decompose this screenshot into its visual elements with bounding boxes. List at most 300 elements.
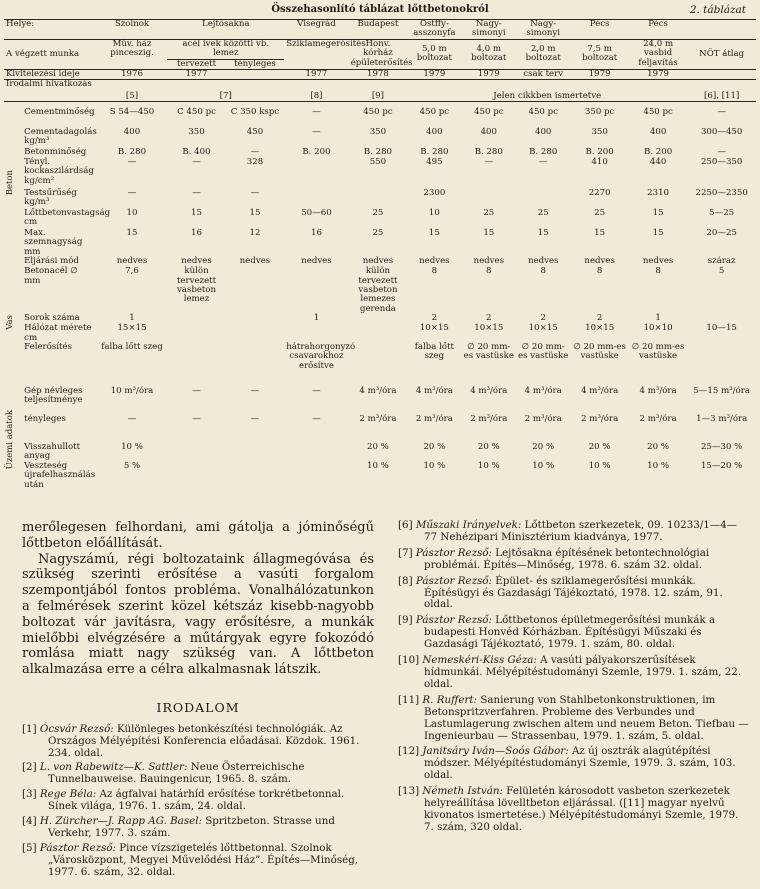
work-ostffy: 5,0 m boltozat <box>416 44 452 64</box>
reference-number: [2] <box>22 761 37 774</box>
table-cell: 2 m³/óra <box>359 414 397 424</box>
year-cell <box>226 70 284 80</box>
table-cell: nedves <box>181 256 212 267</box>
table-cell: 4 m³/óra <box>639 386 677 396</box>
table-cell: 15×15 <box>117 323 147 334</box>
table-cell: 550 <box>369 156 387 167</box>
table-row <box>4 189 756 209</box>
reference-title: Pince vízszigetelés lőttbetonnal. Szolnok „Városközpont, Megyei Művelődési Ház”. Építés—Minőség, 1977. 6. szám, 32. oldal. <box>48 841 359 878</box>
table-cell: — <box>192 156 201 167</box>
table-row <box>4 462 756 492</box>
year-cell: 1976 <box>121 69 143 80</box>
year-cell: 1979 <box>588 69 611 80</box>
table-cell <box>167 314 225 324</box>
table-cell: 8 <box>596 266 603 277</box>
table-cell: 10—15 <box>706 323 737 334</box>
group-label: Üzemi adatok <box>5 409 15 470</box>
year-cell: 1979 <box>477 69 500 80</box>
reference-title: Neue Österreichische Tunnelbauweise. Bauingenicur, 1965. 8. szám. <box>48 761 305 786</box>
table-cell: 15 <box>483 227 495 238</box>
table-cell: 4 m³/óra <box>415 386 453 396</box>
table-cell: 2 m³/óra <box>581 414 619 424</box>
table-cell <box>167 324 225 343</box>
table-cell: C 350 kspc <box>230 106 280 117</box>
reference-title: Lőttbeton szerkezetek, 09. 10233/1—4—77 Nehézipari Minisztérium kiadványa, 1977. <box>424 519 737 543</box>
lejto-sub-tervezett: tervezett <box>176 58 217 69</box>
table-cell: 5 % <box>123 460 141 471</box>
table-cell: 20 % <box>477 442 500 452</box>
table-cell: 10 <box>428 207 440 218</box>
table-cell: — <box>127 414 137 424</box>
table-cell <box>226 267 284 314</box>
table-cell: 10 % <box>532 460 555 471</box>
reference-entry <box>398 695 750 743</box>
reference-number: [8] <box>398 574 413 587</box>
reference-title: Az ágfalvai határhíd erősítése torkrétbetonnal. Sínek világa, 1976. 1. szám, 24. oldal. <box>48 788 345 813</box>
table-row <box>4 108 756 128</box>
row-label: Tényl. kockaszilárdság kg/cm² <box>24 156 94 186</box>
year-cell: 1979 <box>423 69 446 80</box>
table-title: Összehasonlító táblázat lőttbetonokról <box>271 4 489 15</box>
table-cell: 410 <box>591 156 608 167</box>
label-irod: Irodalmi hivatkozás <box>6 79 92 90</box>
table-cell <box>349 314 407 324</box>
table-cell: 15 <box>594 227 606 238</box>
reference-title: A vasúti pályakorszerűsítések hídmunkái. Mélyépítéstudományi Szemle, 1979. 1. szám, 22. oldal. <box>424 654 742 690</box>
work-lejtosakna: acél ivek közötti vb. lemez <box>167 39 284 59</box>
table-cell: 2 <box>431 313 438 324</box>
table-cell: 10 % <box>588 460 611 471</box>
table-cell: 350 pc <box>584 106 615 117</box>
table-cell: nedves <box>527 256 559 267</box>
table-cell: — <box>312 414 321 424</box>
table-cell: nedves <box>584 256 615 267</box>
table-cell: 2 m³/óra <box>415 414 453 424</box>
col-pecs1: Pécs <box>589 19 610 29</box>
table-cell <box>167 462 225 492</box>
group-label-cell <box>4 387 22 492</box>
table-cell <box>687 343 756 387</box>
table-cell: 450 <box>246 126 264 137</box>
table-cell: 25 <box>372 227 384 238</box>
table-cell: 25 <box>372 207 384 218</box>
table-cell: B. 280 <box>117 146 147 157</box>
table-cell: 1—3 m³/óra <box>696 414 748 424</box>
table-cell: B. 200 <box>302 146 331 157</box>
table-cell: 2 m³/óra <box>470 414 508 424</box>
references-right <box>398 520 750 834</box>
table-cell: 20 % <box>647 442 670 452</box>
table-row <box>4 343 756 387</box>
table-cell: 50—60 <box>301 207 332 218</box>
group-label: Beton <box>5 169 15 196</box>
table-cell: 4 m³/óra <box>359 386 397 396</box>
table-row <box>4 128 756 148</box>
reference-entry <box>22 816 374 840</box>
reference-number: [1] <box>22 722 37 735</box>
reference-number: [4] <box>22 815 37 828</box>
table-number: 2. táblázat <box>689 4 746 16</box>
row-label: Hálózat mérete cm <box>24 323 92 343</box>
table-cell <box>284 443 349 462</box>
row-label: Max. szemnagyság mm <box>24 227 83 257</box>
table-cell <box>167 343 225 387</box>
row-label: Testsűrűség kg/m³ <box>24 187 77 208</box>
reference-entry <box>398 655 750 691</box>
reference-number: [11] <box>398 693 420 706</box>
table-cell: nedves <box>239 256 271 267</box>
table-cell: 4 m³/óra <box>581 386 619 396</box>
group-label-cell <box>4 257 22 387</box>
table-cell: 350 <box>188 126 205 137</box>
table-cell: — <box>538 156 548 167</box>
reference-number: [12] <box>398 745 420 758</box>
table-cell: 25 <box>537 207 549 218</box>
table-cell: 10×15 <box>419 323 449 334</box>
table-row <box>4 443 756 462</box>
table-cell: 15 <box>126 227 138 238</box>
table-cell: 10 % <box>423 460 446 471</box>
work-nagysim1: 4,0 m boltozat <box>471 44 507 64</box>
reference-entry <box>398 615 750 651</box>
table-cell: 400 <box>535 126 552 137</box>
table-cell <box>284 189 349 209</box>
reference-author: Műszaki Irányelvek: <box>415 519 522 531</box>
table-cell: 400 <box>480 126 497 137</box>
table-cell: 10 % <box>367 460 389 471</box>
table-cell <box>284 462 349 492</box>
reference-author: L. von Rabewitz—K. Sattler: <box>39 761 188 774</box>
table-cell: ∅ 20 mm-es vastüske <box>518 342 569 362</box>
table-cell <box>516 189 570 209</box>
table-cell <box>226 343 284 387</box>
table-cell: 450 pc <box>363 106 393 117</box>
table-cell: 20 % <box>423 442 446 452</box>
table-cell <box>349 343 407 387</box>
work-budapest: Honv. kórház épületerősítés <box>350 38 413 68</box>
row-label: Cementminőség <box>24 106 95 117</box>
col-ostffy: Ostffy-asszonyfa <box>413 19 456 39</box>
row-label: Eljárási mód <box>24 256 79 267</box>
reference-number: [10] <box>398 654 420 667</box>
table-cell: 4 m³/óra <box>524 386 562 396</box>
right-column <box>398 520 750 838</box>
table-cell: 495 <box>426 156 443 167</box>
reference-number: [7] <box>398 546 413 559</box>
table-cell: 5—15 m³/óra <box>693 386 750 396</box>
table-cell: 400 <box>123 126 141 137</box>
reference-author: Pásztor Rezső: <box>415 574 492 587</box>
row-label: Betonminőség <box>24 146 87 157</box>
reference-number: [5] <box>22 841 37 854</box>
table-cell: 10 % <box>121 442 143 452</box>
irod-jelen: Jelen cikkben ismertetve <box>493 91 602 102</box>
table-cell <box>349 189 407 209</box>
col-pecs2: Pécs <box>648 19 668 29</box>
work-visegrad: Sziklamegerősítés <box>286 38 366 49</box>
table-cell: 8 <box>655 266 661 277</box>
year-cell: 1977 <box>185 69 208 80</box>
table-cell <box>462 189 516 209</box>
reference-author: Pásztor Rezső: <box>39 841 116 854</box>
table-cell: — <box>192 386 201 396</box>
table-cell <box>226 462 284 492</box>
table-cell: nedves <box>116 256 148 267</box>
table-row <box>4 158 756 189</box>
table-cell: falba lőtt szeg <box>414 342 454 362</box>
table-cell <box>284 324 349 343</box>
col-nagysim1: Nagy-simonyi <box>471 19 506 39</box>
table-cell: 25 <box>594 207 606 218</box>
table-cell: B. 200 <box>585 146 614 157</box>
table-cell: 15 <box>652 227 664 238</box>
table-cell: B. 280 <box>363 146 393 157</box>
group-label-cell <box>4 108 22 257</box>
row-label: tényleges <box>24 414 66 424</box>
table-cell: 25 <box>483 207 495 218</box>
table-cell: külön tervezett vasbeton lemez <box>176 266 217 305</box>
year-cell: 1977 <box>305 69 328 80</box>
reference-entry <box>22 724 374 760</box>
table-cell: 300—450 <box>700 126 743 137</box>
lejto-sub-tenyleges: tényleges <box>234 58 276 69</box>
table-cell: 8 <box>431 266 438 277</box>
table-cell: B. 200 <box>644 146 673 157</box>
table-cell: — <box>312 126 321 137</box>
table-cell: 2 m³/óra <box>639 414 677 424</box>
reference-author: Németh István: <box>422 785 503 798</box>
table-cell: nedves <box>301 256 332 267</box>
table-cell: 2300 <box>423 187 446 198</box>
reference-title: Felületén károsodott vasbeton szerkezetek helyreállítása lövelltbeton eljárással. ([11] magyar nyelvű kivonatos ismertetése.) Mélyépítéstudományi Szemle, 1979. 7. szám, 320 oldal. <box>424 785 739 833</box>
table-cell: száraz <box>707 256 736 267</box>
table-cell: hátrahorgonyzó csavarokhoz erősítve <box>286 342 356 371</box>
reference-title: Különleges betonkészítési technológiák. Az Országos Mélyépítési Konferencia előadásai. Közdok. 1961. 234. oldal. <box>48 722 360 759</box>
col-nagysim2: Nagy-simonyi <box>526 19 561 39</box>
table-cell: 350 <box>591 126 608 137</box>
table-cell: 10×15 <box>528 323 558 334</box>
table-cell: 350 <box>369 126 387 137</box>
table-row <box>4 415 756 443</box>
row-label: Cementadagolás kg/m³ <box>24 126 97 147</box>
table-cell: nedves <box>473 256 505 267</box>
table-cell: 10×10 <box>643 323 673 334</box>
table-cell: nedves <box>419 256 450 267</box>
year-cell: 1978 <box>366 69 389 80</box>
table-cell: 2 <box>540 313 546 324</box>
table-cell: 15 <box>652 207 664 218</box>
reference-number: [9] <box>398 614 413 627</box>
table-cell: 2250—2350 <box>695 187 748 198</box>
work-szolnok: Műv. ház pinceszig. <box>110 38 154 59</box>
work-pecs2: 24,0 m vasbid feljavítás <box>638 38 678 68</box>
table-cell: B. 280 <box>420 146 449 157</box>
table-cell: ∅ 20 mm-es vastüske <box>573 342 626 362</box>
col-lejtosakna: Lejtősakna <box>202 19 250 29</box>
table-row <box>4 324 756 343</box>
table-cell: 2 <box>596 313 603 324</box>
table-cell: 1 <box>313 313 320 324</box>
table-cell: nedves <box>362 256 394 267</box>
table-cell: 450 pc <box>643 106 673 117</box>
table-cell: 328 <box>246 156 264 167</box>
reference-author: Pásztor Rezső: <box>415 546 492 559</box>
table-cell: 400 <box>426 126 443 137</box>
irod-visegrad: [8] <box>310 91 323 102</box>
reference-title: Spritzbeton. Strasse und Verkehr, 1977. 3. szám. <box>48 815 335 840</box>
table-cell: — <box>312 106 321 117</box>
table-cell: 10 % <box>477 460 500 471</box>
table-cell: 2 <box>486 313 492 324</box>
row-label: Felerősítés <box>24 342 72 352</box>
table-cell: — <box>717 106 726 117</box>
reference-title: Épület- és sziklamegerősítési munkák. Építésügyi és Gazdasági Tájékoztató, 1978. 12. szám, 91. oldal. <box>424 574 723 611</box>
paragraph-1: merőlegesen felhordani, ami gátolja a jóminőségű lőttbeton előállítását. <box>22 520 374 551</box>
reference-number: [3] <box>22 788 37 801</box>
table-cell: 20—25 <box>706 227 737 238</box>
table-cell: C 450 pc <box>177 106 216 117</box>
col-visegrad: Visegrád <box>297 19 336 29</box>
table-cell: 4 m³/óra <box>470 386 508 396</box>
table-row <box>4 387 756 415</box>
table-cell: 16 <box>191 227 202 238</box>
work-nagysim2: 2,0 m boltozat <box>525 44 561 64</box>
reference-entry <box>22 762 374 786</box>
table-cell <box>226 314 284 324</box>
table-cell: 450 pc <box>528 106 558 117</box>
table-cell: 25—30 % <box>700 442 743 452</box>
reference-entry <box>398 786 750 834</box>
year-cell: 1979 <box>647 69 670 80</box>
table-cell: 16 <box>310 227 322 238</box>
reference-title: Az új osztrák alagútépítési módszer. Mélyépítéstudományi Szemle, 1979. 3. szám, 103. oldal. <box>424 745 736 782</box>
table-cell: — <box>250 187 260 198</box>
reference-number: [13] <box>398 785 420 798</box>
table-cell: 15 <box>537 227 549 238</box>
table-cell: S 54—450 <box>109 106 155 117</box>
table-cell: 7,6 <box>125 266 139 277</box>
table-cell: 10 % <box>647 460 670 471</box>
table-cell: 15 <box>249 207 261 218</box>
row-label: Gép névleges teljesítménye <box>24 386 83 406</box>
table-cell: B. 280 <box>474 146 503 157</box>
reference-author: Rege Béla: <box>39 788 97 801</box>
table-cell <box>349 324 407 343</box>
table-cell: 250—350 <box>700 156 743 167</box>
table-cell: 1 <box>655 313 661 324</box>
table-cell: 5—25 <box>709 207 735 218</box>
col-budapest: Budapest <box>357 19 399 29</box>
reference-author: Pásztor Rezső: <box>415 614 492 627</box>
reference-title: Lejtősakna építésének betontechnológiai problémái. Építés—Minőség, 1978. 6. szám 32. oldal. <box>424 546 710 571</box>
references-left <box>22 724 374 879</box>
table-cell: 15 <box>191 207 202 218</box>
table-cell: — <box>127 187 137 198</box>
table-row <box>4 229 756 257</box>
table-cell <box>167 443 225 462</box>
reference-title: Sanierung von Stahlbetonkonstruktionen, im Betonspritzverfahren. Probleme des Verbundes und Lastumlagerung zwischen altem und neuem Beton. Tiefbau — Ingenieurbau — Strassenbau, 1979. 1. szám, 5. oldal. <box>424 693 749 742</box>
table-cell: 12 <box>249 227 261 238</box>
table-cell: — <box>250 414 260 424</box>
table-cell: nedves <box>642 256 674 267</box>
irod-budapest: [9] <box>371 91 385 102</box>
table-cell: 2270 <box>588 187 611 198</box>
row-label: Visszahullott anyag <box>24 442 81 462</box>
reference-entry <box>398 746 750 782</box>
table-cell: 20 % <box>588 442 611 452</box>
reference-entry <box>22 789 374 813</box>
table-cell: — <box>312 386 321 396</box>
table-cell: 5 <box>718 266 725 277</box>
table-cell: 10 m³/óra <box>110 386 154 396</box>
irod-not: [6], [11] <box>704 91 740 102</box>
table-cell: 400 <box>649 126 667 137</box>
table-row <box>4 209 756 229</box>
label-ido: Kivitelezési ideje <box>6 69 80 80</box>
paragraph-2: Nagyszámú, régi boltozataink állagmegóvása és szükség szerinti erősítése a vasúti forgalom szempontjából fontos probléma. Vonalhálózatunkon a felmérések szerint közel kétszáz kisebb-nagyobb boltozat vár javításra, vagy erősítésre, a munkák mielőbbi elvégzésére a műtárgyak egyre fokozódó romlása miatt nagy szükség van. A lőttbeton alkalmazása erre a célra alkalmasnak látszik. <box>22 551 374 678</box>
table-cell: 10×15 <box>474 323 504 334</box>
label-helye: Helye: <box>6 19 35 29</box>
reference-entry <box>22 843 374 879</box>
table-cell: — <box>250 146 260 157</box>
group-label: Vas <box>5 314 15 330</box>
table-cell: 440 <box>649 156 667 167</box>
table-cell: 450 pc <box>419 106 450 117</box>
table-cell <box>284 267 349 314</box>
row-label: Sorok száma <box>24 313 80 324</box>
reference-entry <box>398 548 750 572</box>
reference-title: Lőttbetonos épületmegerősítési munkák a budapesti Honvéd Kórházban. Építésügyi Műszaki és Gazdasági Tájékoztató, 1979. 1. szám, 80. oldal. <box>424 614 716 651</box>
comparison-table <box>4 19 756 492</box>
row-label: Betonacél ∅ mm <box>24 266 78 286</box>
table-cell: 10×15 <box>585 323 615 334</box>
label-munka: A végzett munka <box>6 48 80 59</box>
work-not: NÖT átlag <box>699 48 745 59</box>
irod-szolnok: [5] <box>125 91 139 102</box>
table-cell: 15—20 % <box>700 460 743 471</box>
table-cell: 2310 <box>647 187 670 198</box>
table-cell <box>284 158 349 189</box>
table-cell: falba lőtt szeg <box>101 342 163 352</box>
reference-author: Ócsvár Rezső: <box>39 722 114 735</box>
references-heading: IRODALOM <box>156 699 240 715</box>
row-label: Lőttbetonvastagság cm <box>24 207 111 228</box>
table-cell: — <box>484 156 494 167</box>
table-cell: B. 280 <box>529 146 558 157</box>
reference-entry <box>398 520 750 544</box>
year-cell: csak terv <box>523 69 564 80</box>
row-label: Veszteség újrafelhasználás után <box>24 460 96 490</box>
reference-number: [6] <box>398 519 413 531</box>
reference-author: Nemeskéri-Kiss Géza: <box>422 654 537 667</box>
table-cell: — <box>717 146 726 157</box>
work-pecs1: 7,5 m boltozat <box>582 44 618 64</box>
table-cell: 20 % <box>367 442 389 452</box>
table-cell: 1 <box>129 313 135 324</box>
reference-entry <box>398 576 750 612</box>
reference-author: Janitsáry Iván—Soós Gábor: <box>422 745 569 758</box>
left-column <box>22 520 374 882</box>
table-cell: 2 m³/óra <box>524 414 562 424</box>
table-cell: — <box>192 187 201 198</box>
table-row <box>4 267 756 314</box>
table-cell: — <box>192 414 201 424</box>
table-cell: 8 <box>486 266 492 277</box>
table-cell: — <box>250 386 260 396</box>
table-cell: 10 <box>126 207 138 218</box>
reference-author: R. Ruffert: <box>422 693 478 706</box>
table-cell: ∅ 20 mm-es vastüske <box>463 342 514 362</box>
